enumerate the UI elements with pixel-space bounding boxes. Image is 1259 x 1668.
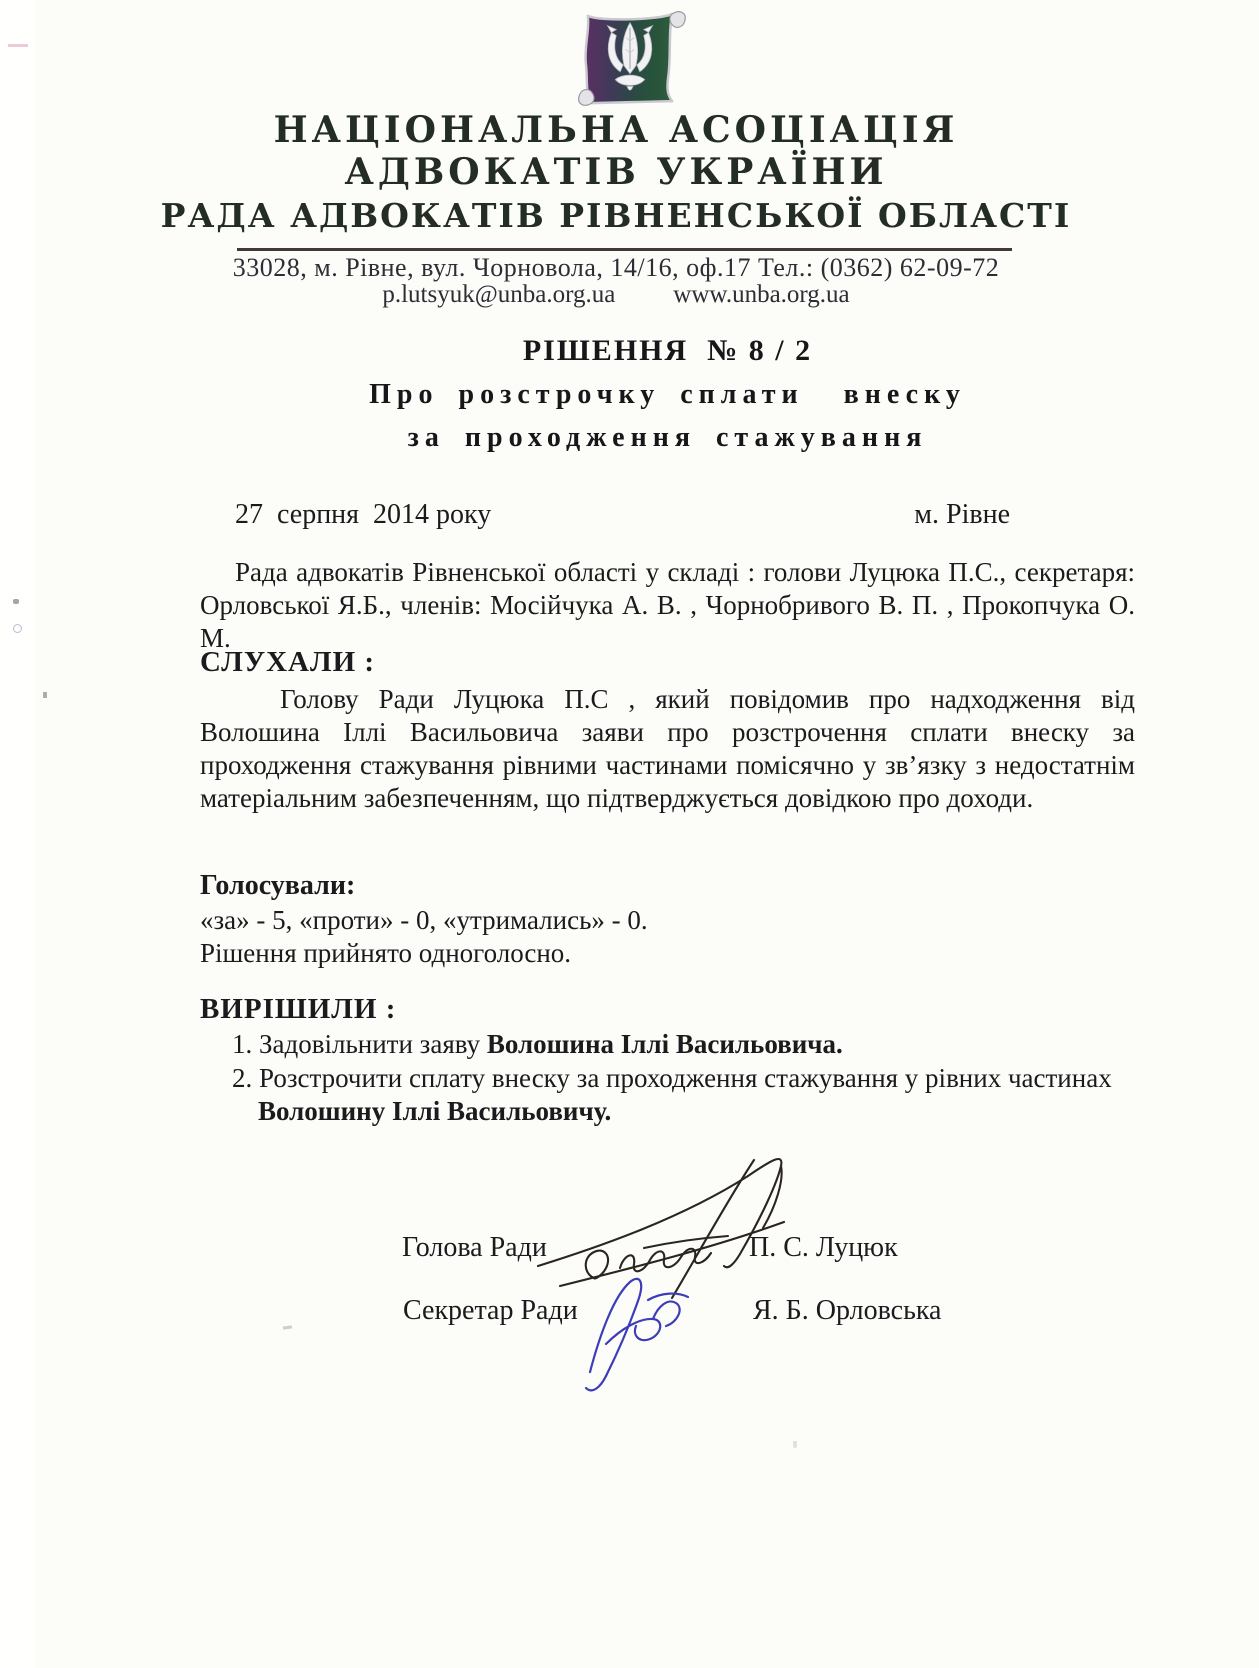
- scan-speck: [283, 1325, 292, 1329]
- document-title: [200, 334, 1135, 454]
- signature-role-secretary: Секретар Ради: [403, 1295, 578, 1326]
- letterhead: [0, 0, 1232, 308]
- item-number: 1.: [232, 1029, 253, 1059]
- org-name-line1: НАЦІОНАЛЬНА АСОЦІАЦІЯ: [273, 109, 959, 151]
- decided-section-label: ВИРІШИЛИ :: [200, 993, 397, 1025]
- document-city: м. Рівне: [914, 499, 1010, 530]
- address-line: 33028, м. Рівне, вул. Чорновола, 14/16, оф.17 Тел.: (0362) 62-09-72: [232, 253, 1000, 282]
- scan-speck: [43, 692, 47, 698]
- heard-section-label: СЛУХАЛИ :: [200, 646, 376, 678]
- signature-role-chairman: Голова Ради: [402, 1232, 547, 1263]
- scan-speck: [793, 1441, 797, 1448]
- org-name-line3: РАДА АДВОКАТІВ РІВНЕНСЬКОЇ ОБЛАСТІ: [160, 196, 1072, 235]
- item-text: Задовільнити заяву: [259, 1029, 487, 1059]
- item-name-bold: Волошину Іллі Васильовичу.: [258, 1096, 612, 1126]
- contact-row: [0, 281, 1232, 308]
- signature-name-secretary: Я. Б. Орловська: [753, 1295, 942, 1326]
- vote-result-line: «за» - 5, «проти» - 0, «утримались» - 0.: [200, 905, 648, 935]
- decided-item-2: [200, 1062, 1135, 1128]
- decision-number: РІШЕННЯ № 8 / 2: [522, 334, 813, 367]
- heard-section-paragraph: Голову Ради Луцюка П.С , який повідомив про надходження від Волошина Іллі Васильовича заяви про розстрочення сплати внеску за проходження стажування рівними частинами помісячно у зв’язку з недостатнім матеріальним забезпеченням, що підтверджується довідкою про доходи.: [200, 684, 1135, 813]
- council-composition-paragraph: Рада адвокатів Рівненської області у складі : голови Луцюка П.С., секретаря: Орловської Я.Б., членів: Мосійчука А. В. , Чорнобривого В. П. , Прокопчука О. М.: [200, 557, 1135, 653]
- decision-subject-line1: Про розстрочку сплати внеску: [369, 379, 966, 410]
- decided-item-1: [200, 1028, 1135, 1061]
- item-name-bold: Волошина Іллі Васильовича.: [486, 1029, 843, 1059]
- document-date: 27 серпня 2014 року: [235, 499, 492, 530]
- signature-name-chairman: П. С. Луцюк: [749, 1232, 898, 1263]
- voted-section-label: Голосували:: [200, 870, 356, 901]
- secretary-handwritten-signature: [556, 1256, 724, 1392]
- letterhead-divider: [237, 248, 1012, 251]
- org-name-line2: АДВОКАТІВ УКРАЇНИ: [344, 151, 888, 193]
- email-text: p.lutsyuk@unba.org.ua: [382, 281, 616, 308]
- dateline: [200, 498, 1135, 531]
- decision-subject-line2: за проходження стажування: [407, 422, 928, 453]
- vote-unanimous-note: Рішення прийнято одноголосно.: [200, 938, 572, 968]
- item-number: 2.: [232, 1063, 253, 1093]
- item-text: Розстрочити сплату внеску за проходження стажування у рівних частинах: [259, 1063, 1112, 1093]
- website-text: www.unba.org.ua: [673, 281, 850, 308]
- decided-items-list: [200, 1028, 1135, 1129]
- scroll-trident-logo-icon: [571, 8, 689, 108]
- logo-wrap: [14, 8, 1246, 108]
